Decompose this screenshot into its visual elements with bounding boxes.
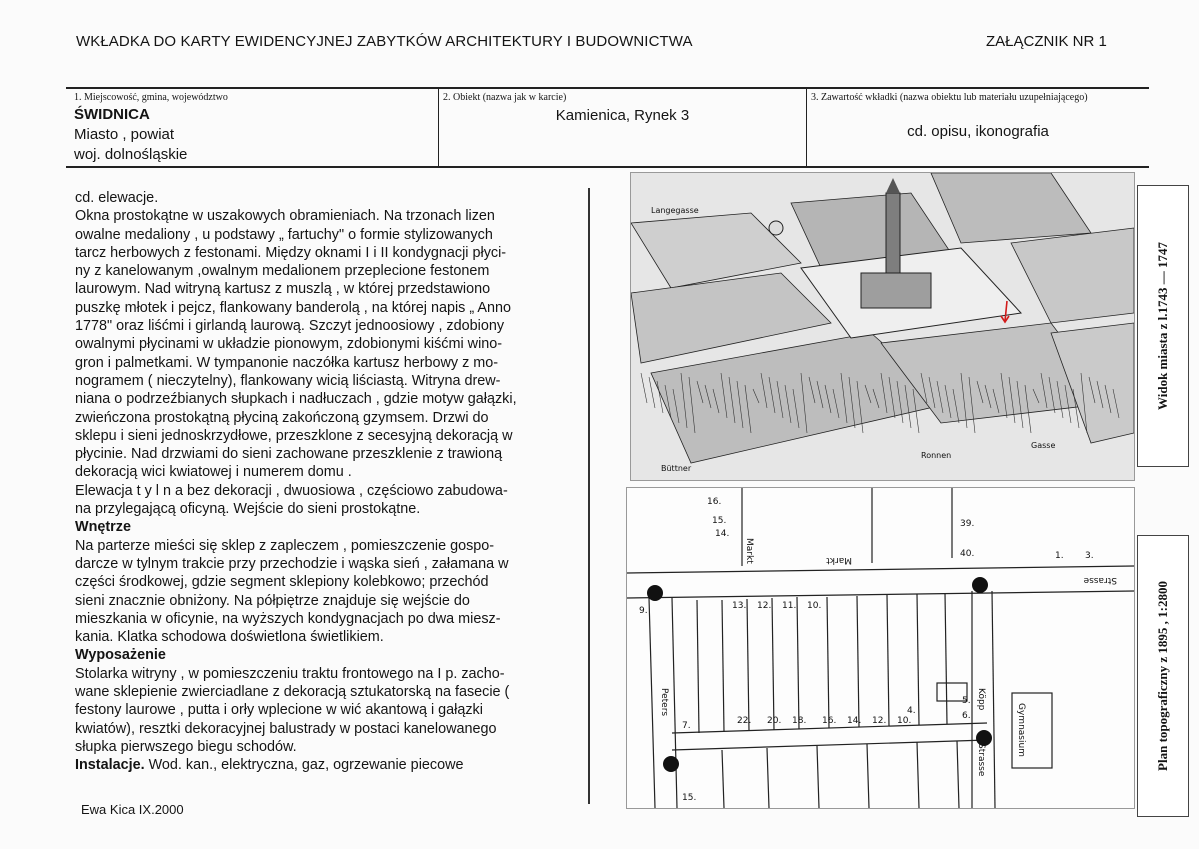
caption-plan	[1137, 535, 1189, 817]
label-ronnen: Ronnen	[921, 451, 952, 460]
text-line: Elewacja t y l n a bez dekoracji , dwuosiowa , częściowo zabudowa-	[75, 482, 508, 499]
text-line: mieszkania w oficynie, na wyższych kondygnacjach po dwa miesz-	[75, 610, 501, 627]
text-line: sklepu i sieni jednoskrzydłowe, przeszklone z secesyjną dekoracją w	[75, 427, 513, 444]
caption-city-view-text: Widok miasta z l.1743 — 1747	[1155, 241, 1170, 411]
plan-number-1-right: 1.	[1055, 551, 1064, 561]
plan-number-16b: 16.	[822, 716, 837, 726]
text-line: darcze w tylnym trakcie przy przechodzie i wąska sień , załamana w	[75, 555, 509, 572]
text-line: puszkę młotek i pejcz, flankowany banderolą , na której napis „ Anno	[75, 299, 511, 316]
caption-city-view	[1137, 185, 1189, 467]
installations-line	[75, 756, 570, 774]
engraving-drawing	[631, 173, 1134, 480]
text-line: płycinie. Nad drzwiami do sieni zachowane przeszklenie z trawioną	[75, 446, 503, 463]
annex-label: ZAŁĄCZNIK NR 1	[986, 33, 1107, 50]
plan-number-40: 40.	[960, 549, 975, 559]
text-line: Na parterze mieści się sklep z zapleczem , pomieszczenie gospo-	[75, 537, 495, 554]
object-cell	[439, 89, 807, 166]
label-markt: Markt	[826, 555, 852, 565]
plan-number-9: 9.	[639, 606, 648, 616]
voivodeship: woj. dolnośląskie	[74, 146, 188, 163]
plan-number-14: 14.	[715, 529, 730, 539]
author-signature: Ewa Kica IX.2000	[81, 802, 184, 817]
label-markt-vertical: Markt	[744, 538, 754, 564]
contents-label: 3. Zawartość wkładki (nazwa obiektu lub materiału uzupełniającego)	[811, 92, 1088, 103]
contents-value: cd. opisu, ikonografia	[907, 123, 1049, 140]
text-line: gron i palmetkami. W tympanonie naczółka kartusz herbowy z mo-	[75, 354, 499, 371]
text-line: laurowym. Nad witryną kartusz z muszlą , w której przedstawiono	[75, 281, 491, 298]
label-gymnasium: Gymnasium	[1016, 703, 1026, 757]
text-line: nogramem ( nieczytelny), flankowany wicią liściastą. Witryna drew-	[75, 372, 501, 389]
text-line: Okna prostokątne w uszakowych obramieniach. Na trzonach lizen	[75, 208, 495, 225]
plan-number-15b: 15.	[682, 793, 697, 803]
label-strasse-top: Strasse	[1083, 575, 1117, 585]
installations-label: Instalacje.	[75, 757, 145, 774]
text-line: na przylegającą oficyną. Wejście do sieni prostokątne.	[75, 501, 421, 518]
plan-number-10b: 10.	[897, 716, 912, 726]
object-value: Kamienica, Rynek 3	[555, 107, 690, 124]
column-divider	[588, 188, 590, 804]
elevation-paragraph	[75, 189, 570, 518]
label-buttner: Büttner	[661, 464, 692, 473]
plan-number-18: 18.	[792, 716, 807, 726]
plan-number-10: 10.	[807, 601, 822, 611]
text-line: kania. Klatka schodowa doświetlona świetlikiem.	[75, 629, 384, 646]
document-title: WKŁADKA DO KARTY EWIDENCYJNEJ ZABYTKÓW ARCHITEKTURY I BUDOWNICTWA	[76, 33, 693, 50]
plan-number-3-right: 3.	[1085, 551, 1094, 561]
location-cell	[66, 89, 439, 166]
town-name: ŚWIDNICA	[74, 106, 150, 123]
plan-number-16: 16.	[707, 497, 722, 507]
plan-number-5: 5.	[962, 696, 971, 706]
plan-number-4: 4.	[907, 706, 916, 716]
plan-number-6: 6.	[962, 711, 971, 721]
text-line: owalne medaliony , u podstawy „ fartuchy" o formie stylizowanych	[75, 226, 493, 243]
label-gasse: Gasse	[1031, 441, 1056, 450]
text-line: dekoracją wici kwiatowej i numerem domu .	[75, 464, 352, 481]
heading-interior: Wnętrze	[75, 519, 131, 536]
plan-number-20: 20.	[767, 716, 782, 726]
installations-text: Wod. kan., elektryczna, gaz, ogrzewanie piecowe	[144, 757, 464, 774]
label-koppen: Köpp	[976, 688, 986, 711]
plan-number-14b: 14.	[847, 716, 862, 726]
text-line: festony laurowe , putta i orły wplecione w wić akantową i gałązki	[75, 702, 483, 719]
description-text	[75, 189, 570, 775]
location-label: 1. Miejscowość, gmina, województwo	[74, 92, 228, 103]
plan-drawing	[627, 488, 1134, 808]
equipment-paragraph	[75, 665, 570, 756]
text-line: cd. elewacje.	[75, 190, 159, 206]
text-line: ny z kanelowanym ,owalnym medalionem przeplecione festonem	[75, 263, 490, 280]
text-line: sieni znacznie obniżony. Na półpiętrze znajduje się wejście do	[75, 592, 470, 609]
text-line: tarcz herbowych z festonami. Między oknami I i II kondygnacji płyci-	[75, 244, 507, 261]
heading-equipment: Wyposażenie	[75, 647, 166, 664]
plan-number-22: 22.	[737, 716, 752, 726]
plan-number-11: 11.	[782, 601, 797, 611]
text-line: niana o podrzeźbianych słupkach i nadłuczach , gdzie motyw gałązki,	[75, 391, 517, 408]
label-strasse-right: Strasse	[976, 743, 986, 777]
plan-number-13: 13.	[732, 601, 747, 611]
plan-number-7: 7.	[682, 721, 691, 731]
text-line: owalnymi płycinami w układzie pionowym, zdobionymi kiśćmi wino-	[75, 336, 503, 353]
contents-cell	[807, 89, 1149, 166]
plan-number-39: 39.	[960, 519, 975, 529]
text-line: kwiatów), resztki dekoracyjnej balustrady w postaci kanelowanego	[75, 720, 497, 737]
text-line: zwieńczona prostokątną płyciną zakończoną gzymsem. Drzwi do	[75, 409, 489, 426]
town-type: Miasto , powiat	[74, 126, 175, 143]
info-row	[66, 87, 1149, 168]
label-langegasse: Langegasse	[651, 206, 699, 215]
plan-number-12b: 12.	[872, 716, 887, 726]
text-line: 1778" oraz liśćmi i girlandą laurową. Szczyt jednoosiowy , zdobiony	[75, 318, 505, 335]
text-line: wane sklepienie zwierciadlane z dekoracją sztukatorską na fasecie (	[75, 684, 510, 701]
label-peters: Peters	[659, 688, 669, 717]
city-view-engraving	[630, 172, 1135, 481]
caption-plan-text: Plan topograficzny z 1895 , 1:2800	[1155, 581, 1170, 771]
text-line: słupka pierwszego biegu schodów.	[75, 738, 297, 755]
plan-number-15: 15.	[712, 516, 727, 526]
text-line: części środkowej, gdzie segment sklepiony kolebkowo; przechód	[75, 574, 489, 591]
topographic-plan	[626, 487, 1135, 809]
plan-number-12: 12.	[757, 601, 772, 611]
object-label: 2. Obiekt (nazwa jak w karcie)	[443, 92, 567, 103]
text-line: Stolarka witryny , w pomieszczeniu traktu frontowego na I p. zacho-	[75, 665, 505, 682]
interior-paragraph	[75, 537, 570, 647]
